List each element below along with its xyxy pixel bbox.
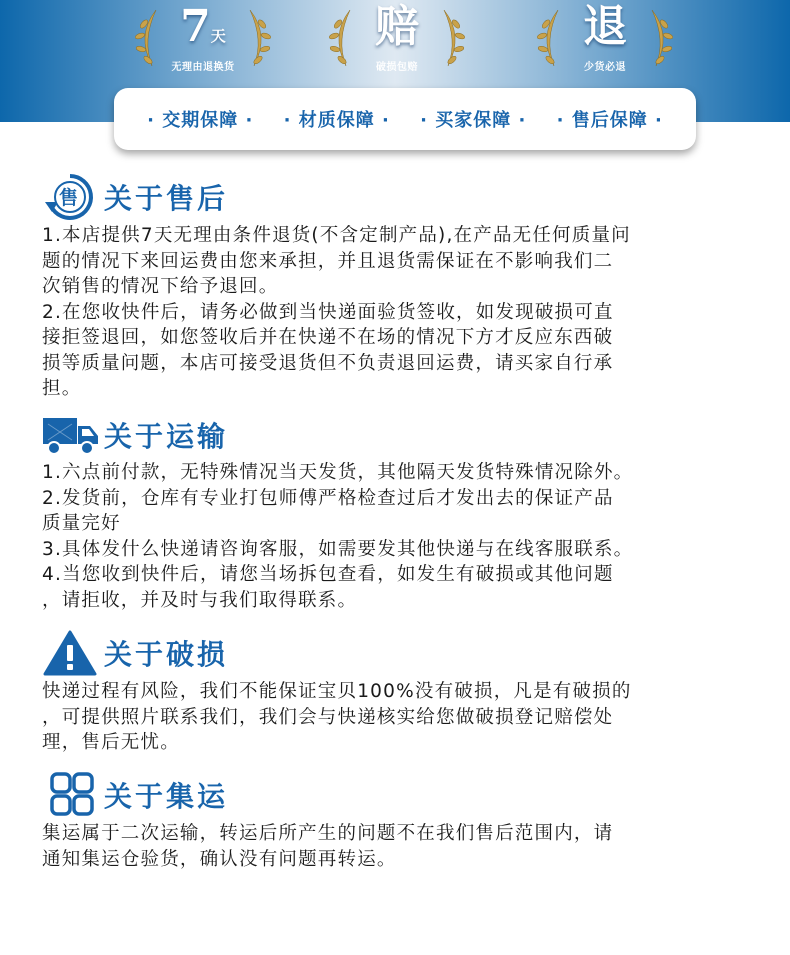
body-line: 2.发货前，仓库有专业打包师傅严格检查过后才发出去的保证产品 bbox=[42, 487, 614, 509]
tab-delivery-guarantee[interactable]: · 交期保障 · bbox=[147, 110, 254, 131]
section-title: 关于集运 bbox=[104, 780, 229, 813]
body-line: 3.具体发什么快递请咨询客服，如需要发其他快递与在线客服联系。 bbox=[42, 538, 634, 560]
body-line: 快递过程有风险，我们不能保证宝贝100%没有破损，凡是有破损的 bbox=[42, 681, 632, 702]
body-line: 损等质量问题，本店可接受退货但不负责退回运费，请买家自行承 bbox=[42, 352, 614, 374]
body-line: 集运属于二次运输，转运后所产生的问题不在我们售后范围内，请 bbox=[42, 823, 614, 844]
badge-big-text: 退 bbox=[583, 1, 627, 52]
body-line: ，可提供照片联系我们，我们会与快递核实给您做破损登记赔偿处 bbox=[42, 706, 614, 728]
section-header bbox=[42, 770, 752, 820]
section-body bbox=[42, 679, 752, 756]
section-after-sales bbox=[42, 172, 752, 402]
body-line: 4.当您收到快件后，请您当场拆包查看，如发生有破损或其他问题 bbox=[42, 564, 614, 585]
section-title: 关于运输 bbox=[104, 420, 229, 453]
body-line: 理，售后无忧。 bbox=[42, 732, 180, 753]
section-transport bbox=[42, 410, 752, 613]
after-sales-refresh-icon bbox=[42, 172, 100, 222]
badge-big-text: 7天 bbox=[180, 1, 226, 52]
badge-caption: 无理由退换货 bbox=[171, 62, 235, 73]
section-consolidation bbox=[42, 770, 752, 872]
body-line: 质量完好 bbox=[42, 513, 121, 534]
warning-triangle-icon bbox=[42, 628, 100, 678]
section-body bbox=[42, 223, 752, 402]
tab-buyer-guarantee[interactable]: · 买家保障 · bbox=[420, 110, 527, 131]
body-line: 通知集运仓验货，确认没有问题再转运。 bbox=[42, 848, 397, 870]
body-line: 1.本店提供7天无理由条件退货(不含定制产品),在产品无任何质量问 bbox=[42, 225, 631, 246]
four-squares-icon bbox=[42, 770, 100, 820]
tab-material-guarantee[interactable]: · 材质保障 · bbox=[283, 110, 390, 131]
badge-7-day-return bbox=[128, 0, 278, 80]
badge-caption: 破损包赔 bbox=[376, 62, 418, 73]
body-line: 担。 bbox=[42, 378, 82, 399]
body-line: 2.在您收快件后，请务必做到当快递面验货签收，如发现破损可直 bbox=[42, 301, 614, 323]
badge-caption: 少货必退 bbox=[584, 62, 626, 73]
section-header bbox=[42, 410, 752, 460]
after-sales-icon-glyph: 售 bbox=[59, 187, 79, 209]
section-header bbox=[42, 628, 752, 678]
delivery-truck-icon bbox=[42, 410, 100, 460]
guarantee-tabs bbox=[114, 88, 696, 150]
section-title: 关于售后 bbox=[104, 182, 229, 215]
badge-missing-refund bbox=[530, 0, 680, 80]
badge-damage-compensation bbox=[322, 0, 472, 80]
section-damage bbox=[42, 628, 752, 756]
body-line: 次销售的情况下给予退回。 bbox=[42, 276, 279, 297]
section-body bbox=[42, 821, 752, 872]
body-line: 接拒签退回，如您签收后并在快递不在场的情况下方才反应东西破 bbox=[42, 327, 614, 348]
body-line: 题的情况下来回运费由您来承担，并且退货需保证在不影响我们二 bbox=[42, 250, 614, 272]
badge-big-text: 赔 bbox=[375, 1, 419, 52]
section-body bbox=[42, 460, 752, 613]
tab-after-sales-guarantee[interactable]: · 售后保障 · bbox=[556, 110, 663, 131]
section-title: 关于破损 bbox=[104, 638, 229, 671]
body-line: 1.六点前付款，无特殊情况当天发货，其他隔天发货特殊情况除外。 bbox=[42, 462, 634, 483]
section-header bbox=[42, 172, 752, 222]
body-line: ，请拒收，并及时与我们取得联系。 bbox=[42, 589, 358, 611]
